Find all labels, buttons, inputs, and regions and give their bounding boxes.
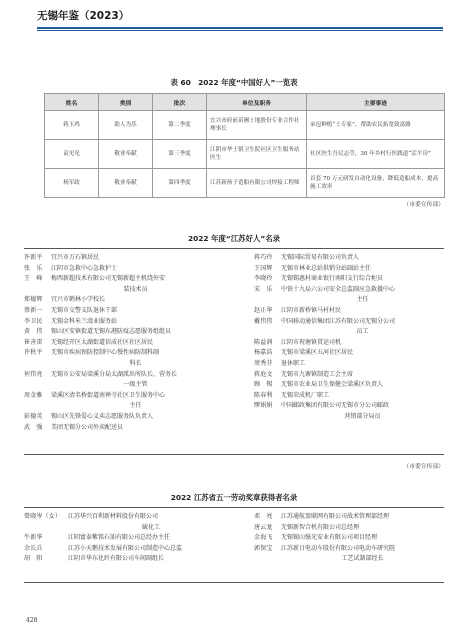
person-affiliation: 中铁十九局六公司安全总监副应急救援中心 主任 [281, 285, 396, 304]
list-item [254, 370, 444, 381]
table-cell: 宜兴市府前苗圃土地股份专业合作社理事长 [207, 111, 307, 140]
person-name: 许秋平 [24, 349, 43, 357]
table-cell: 江阴市华士镇卫生院社区卫生服务站医生 [207, 140, 307, 169]
table-cell: 第四季度 [153, 169, 207, 198]
person-name: 郑德辉 [24, 296, 43, 304]
list-item [24, 317, 220, 328]
person-affiliation: 无锡市交警支队退休干部 [51, 306, 118, 314]
column-header: 类别 [99, 94, 153, 111]
person-affiliation: 无锡经开区太湖街道信成社区社区居民 [51, 338, 154, 346]
list-source: （市委宣传部） [403, 464, 444, 470]
list-item [254, 306, 444, 317]
list-item [24, 412, 220, 423]
list-item [254, 348, 444, 359]
labor-list-right [254, 512, 444, 565]
person-affiliation: 无锡市公安局梁溪分局太湖派出所队长、营务长 一级主管 [51, 370, 178, 389]
column-header: 批次 [153, 94, 207, 111]
person-affiliation: 锡山区安镇街道无锡东港防疫志愿服务组组员 [51, 328, 172, 336]
list-item [254, 285, 444, 306]
list-item [24, 423, 220, 434]
list-item [24, 348, 220, 369]
person-name: 胡 阳 [24, 555, 43, 563]
person-name: 陈益润 [254, 338, 273, 346]
column-header: 单位及职务 [207, 94, 307, 111]
person-affiliation: 江阴市新桥镇马村村民 [281, 306, 342, 314]
person-name: 曾晓岑（女） [24, 513, 62, 520]
list-item [254, 401, 444, 422]
person-affiliation: 无锡市农业局卫生保健会梁溪区负责人 [281, 381, 384, 389]
person-name: 赵正华 [254, 306, 273, 314]
person-affiliation: 美团无锡分公司外卖配送员 [51, 423, 124, 431]
table-row [45, 169, 445, 198]
list-item [24, 544, 234, 555]
person-affiliation: 锡山区先锋爱心义卖志愿服务队负责人 [51, 412, 154, 420]
list-item [254, 523, 444, 534]
column-header: 姓名 [45, 94, 99, 111]
table-row [45, 111, 445, 140]
list-item [24, 370, 220, 391]
section-rule [24, 507, 444, 508]
person-affiliation: 宜兴市万石镇居民 [51, 254, 100, 261]
person-affiliation: 无锡市林业总站供销分站副站主任 [281, 264, 372, 272]
person-affiliation: 江阴富泰紫铭石油有限公司总经办主任 [68, 534, 171, 542]
list-item [254, 338, 444, 349]
section-rule [24, 248, 444, 249]
person-affiliation: 无锡市梁溪区五河社区居民 [281, 349, 354, 357]
list-item [254, 544, 444, 565]
labor-list-left [24, 512, 234, 565]
person-name: 蒋巧玲 [254, 254, 273, 261]
person-name: 武 强 [24, 423, 43, 431]
person-affiliation: 江苏华兴百利新材料股份有限公司 硫化工 [68, 513, 160, 531]
person-affiliation: 无锡市九寨镇制造工会主席 [281, 370, 354, 378]
person-name: 牛新华 [24, 534, 43, 542]
person-affiliation: 无锡金科米兰湾业服务站 [51, 317, 118, 325]
person-name: 黄 伟 [24, 328, 43, 336]
list-item [24, 512, 234, 533]
running-head: 无锡年鉴（2023） [37, 10, 130, 22]
list-item [254, 274, 444, 285]
list-item [24, 274, 220, 295]
person-name: 宋 乐 [254, 285, 273, 293]
person-name: 余长兵 [24, 544, 43, 552]
list-item [254, 380, 444, 391]
person-affiliation: 梅西新超技术有限公司无锡新超主机绕外安 装技术员 [51, 275, 166, 293]
person-affiliation: 退休职工 [281, 359, 306, 367]
header-rule [37, 27, 443, 29]
list-item [254, 264, 444, 275]
list-item [24, 391, 220, 412]
table-cell: 袁见见 [45, 140, 99, 169]
person-affiliation: 无锡市疾病预防控制中心慢性病防制科副 科长 [51, 349, 160, 367]
person-affiliation: 中国邮政集团有限公司无锡市分公司邮政 营销部分局员 [281, 402, 390, 420]
person-name: 金海飞 [254, 534, 273, 542]
table-cell: 敬业奉献 [99, 169, 153, 198]
person-name: 王 峰 [24, 275, 43, 283]
list-item [24, 253, 220, 264]
list-item [254, 359, 444, 370]
list-item [254, 317, 444, 338]
person-name: 戴伟伟 [254, 317, 273, 325]
person-affiliation: 江苏新日电动车股份有限公司电动车研究院 工艺试制部经长 [281, 544, 396, 563]
jiangsu-list-left [24, 253, 220, 433]
person-name: 崔善雷 [24, 338, 43, 346]
person-affiliation: 无锡荣成机厂职工 [281, 391, 330, 399]
list-item [24, 264, 220, 275]
person-name: 蒋庭文 [254, 370, 273, 378]
section-rule [24, 582, 444, 583]
person-name: 缪娟娟 [254, 402, 273, 410]
table-cell: 江苏新扬子造船有限公司焊接工程师 [207, 169, 307, 198]
person-name: 周金雅 [24, 391, 43, 399]
section-rule [24, 454, 444, 455]
person-affiliation: 梁溪区清名桥街道南禅寺社区卫生服务中心 主任 [51, 391, 166, 410]
list-item [254, 253, 444, 264]
list-item [254, 512, 444, 523]
person-affiliation: 中国移动通信集团江苏有限公司无锡分公司 员工 [281, 317, 396, 336]
table-source: （市委宣传部） [403, 202, 444, 208]
list-item [24, 554, 234, 565]
person-name: 李卫民 [24, 317, 43, 325]
person-name: 邓 亮 [254, 513, 273, 520]
list-item [24, 533, 234, 544]
table-cell: 敬业奉献 [99, 140, 153, 169]
person-affiliation: 无锡新智合机有限公司总经理 [281, 523, 360, 531]
person-affiliation: 江阴市急救中心急救护士 [51, 264, 118, 272]
person-name: 张 乐 [24, 264, 43, 272]
person-name: 周秀芬 [254, 359, 273, 367]
person-name: 彭德英 [24, 412, 43, 420]
person-name: 蔡新一 [24, 306, 43, 314]
list-item [24, 338, 220, 349]
person-name: 顾 锡 [254, 381, 273, 389]
person-name: 杨嘉浩 [254, 349, 273, 357]
jiangsu-list-right [254, 253, 444, 423]
person-affiliation: 无锡锡惠村商业银行南阳支行综合柜员 [281, 275, 384, 283]
table-cell: 首套 70 万元研发自动化设备，降低造船成本，提高施工效率 [307, 169, 445, 198]
page-number: 428 [26, 617, 38, 624]
person-name: 唐云龙 [254, 523, 273, 531]
column-header: 主要事迹 [307, 94, 445, 111]
section-title-labor: 2022 江苏省五一劳动奖章获得者名录 [170, 493, 298, 502]
table-row [45, 140, 445, 169]
list-item [24, 295, 220, 306]
person-affiliation: 江苏通航盈联网有限公司战术管理部经理 [281, 513, 390, 520]
table-cell: 承包种植“土专家”，帮助农民拓宽致富路 [307, 111, 445, 140]
table-cell: 助人为乐 [99, 111, 153, 140]
person-affiliation: 江苏小天鹅技术发展有限公司制造中心总监 [68, 544, 183, 552]
person-name: 李晓玲 [254, 275, 273, 283]
person-affiliation: 宜兴市鹤林小学校长 [51, 296, 106, 304]
table-cell: 第三季度 [153, 140, 207, 169]
list-item [24, 306, 220, 317]
person-name: 何伟亮 [24, 370, 43, 378]
list-item [24, 327, 220, 338]
table-caption: 表 60 2022 年度“中国好人”一览表 [170, 78, 298, 87]
person-name: 许新平 [24, 254, 43, 261]
list-item [254, 533, 444, 544]
person-affiliation: 江阴市华东化纤有限公司车间副组长 [68, 555, 165, 563]
person-name: 陈春利 [254, 391, 273, 399]
good-people-table [44, 93, 445, 198]
person-name: 王国辉 [254, 264, 273, 272]
list-item [254, 391, 444, 402]
person-affiliation: 无锡国际贸易有限公司负责人 [281, 254, 360, 261]
table-cell: 杨军政 [45, 169, 99, 198]
person-affiliation: 江阴市祝塘镇贯运司机 [281, 338, 342, 346]
person-name: 郭保宝 [254, 544, 273, 552]
table-cell: 社区医生吾民志莹，30 年乡村行医践道“活平房” [307, 140, 445, 169]
person-affiliation: 无锡锡山强光安业有限公司项目经理 [281, 534, 378, 542]
header-rule-thin [37, 30, 443, 31]
table-cell: 蒋玉鸡 [45, 111, 99, 140]
table-header-row [45, 94, 445, 111]
table-cell: 第二季度 [153, 111, 207, 140]
section-title-jiangsu: 2022 年度“江苏好人”名录 [188, 234, 280, 243]
